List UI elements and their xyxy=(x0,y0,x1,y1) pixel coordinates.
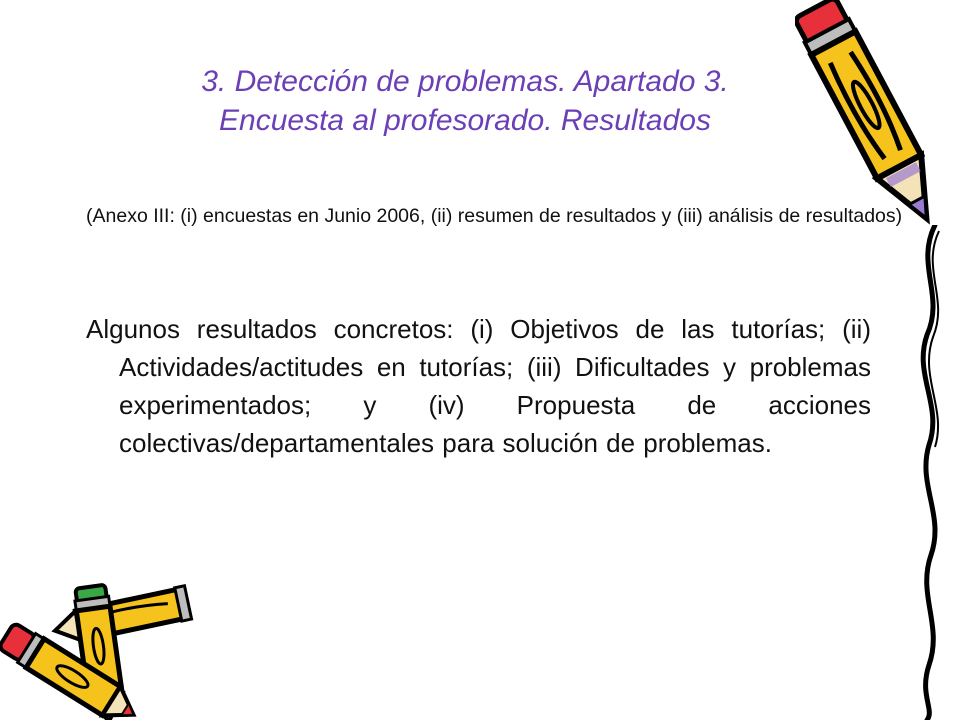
title-line-2: Encuesta al profesorado. Resultados xyxy=(219,104,711,137)
slide-title xyxy=(40,62,890,140)
squiggle-line xyxy=(905,225,960,720)
title-line-1: 3. Detección de problemas. Apartado 3. xyxy=(201,65,729,98)
results-paragraph: Algunos resultados concretos: (i) Objetivos de las tutorías; (ii) Actividades/actitudes en tutorías; (iii) Dificultades y problemas experimentados; y (iv) Propuesta de acciones colectivas/departamentales para solución de problemas. xyxy=(86,314,871,458)
pencil-icon xyxy=(795,0,945,225)
annex-note: (Anexo III: (i) encuestas en Junio 2006, (ii) resumen de resultados y (iii) análisis de resultados) xyxy=(86,205,903,227)
crossed-pencils-icon xyxy=(0,580,200,720)
